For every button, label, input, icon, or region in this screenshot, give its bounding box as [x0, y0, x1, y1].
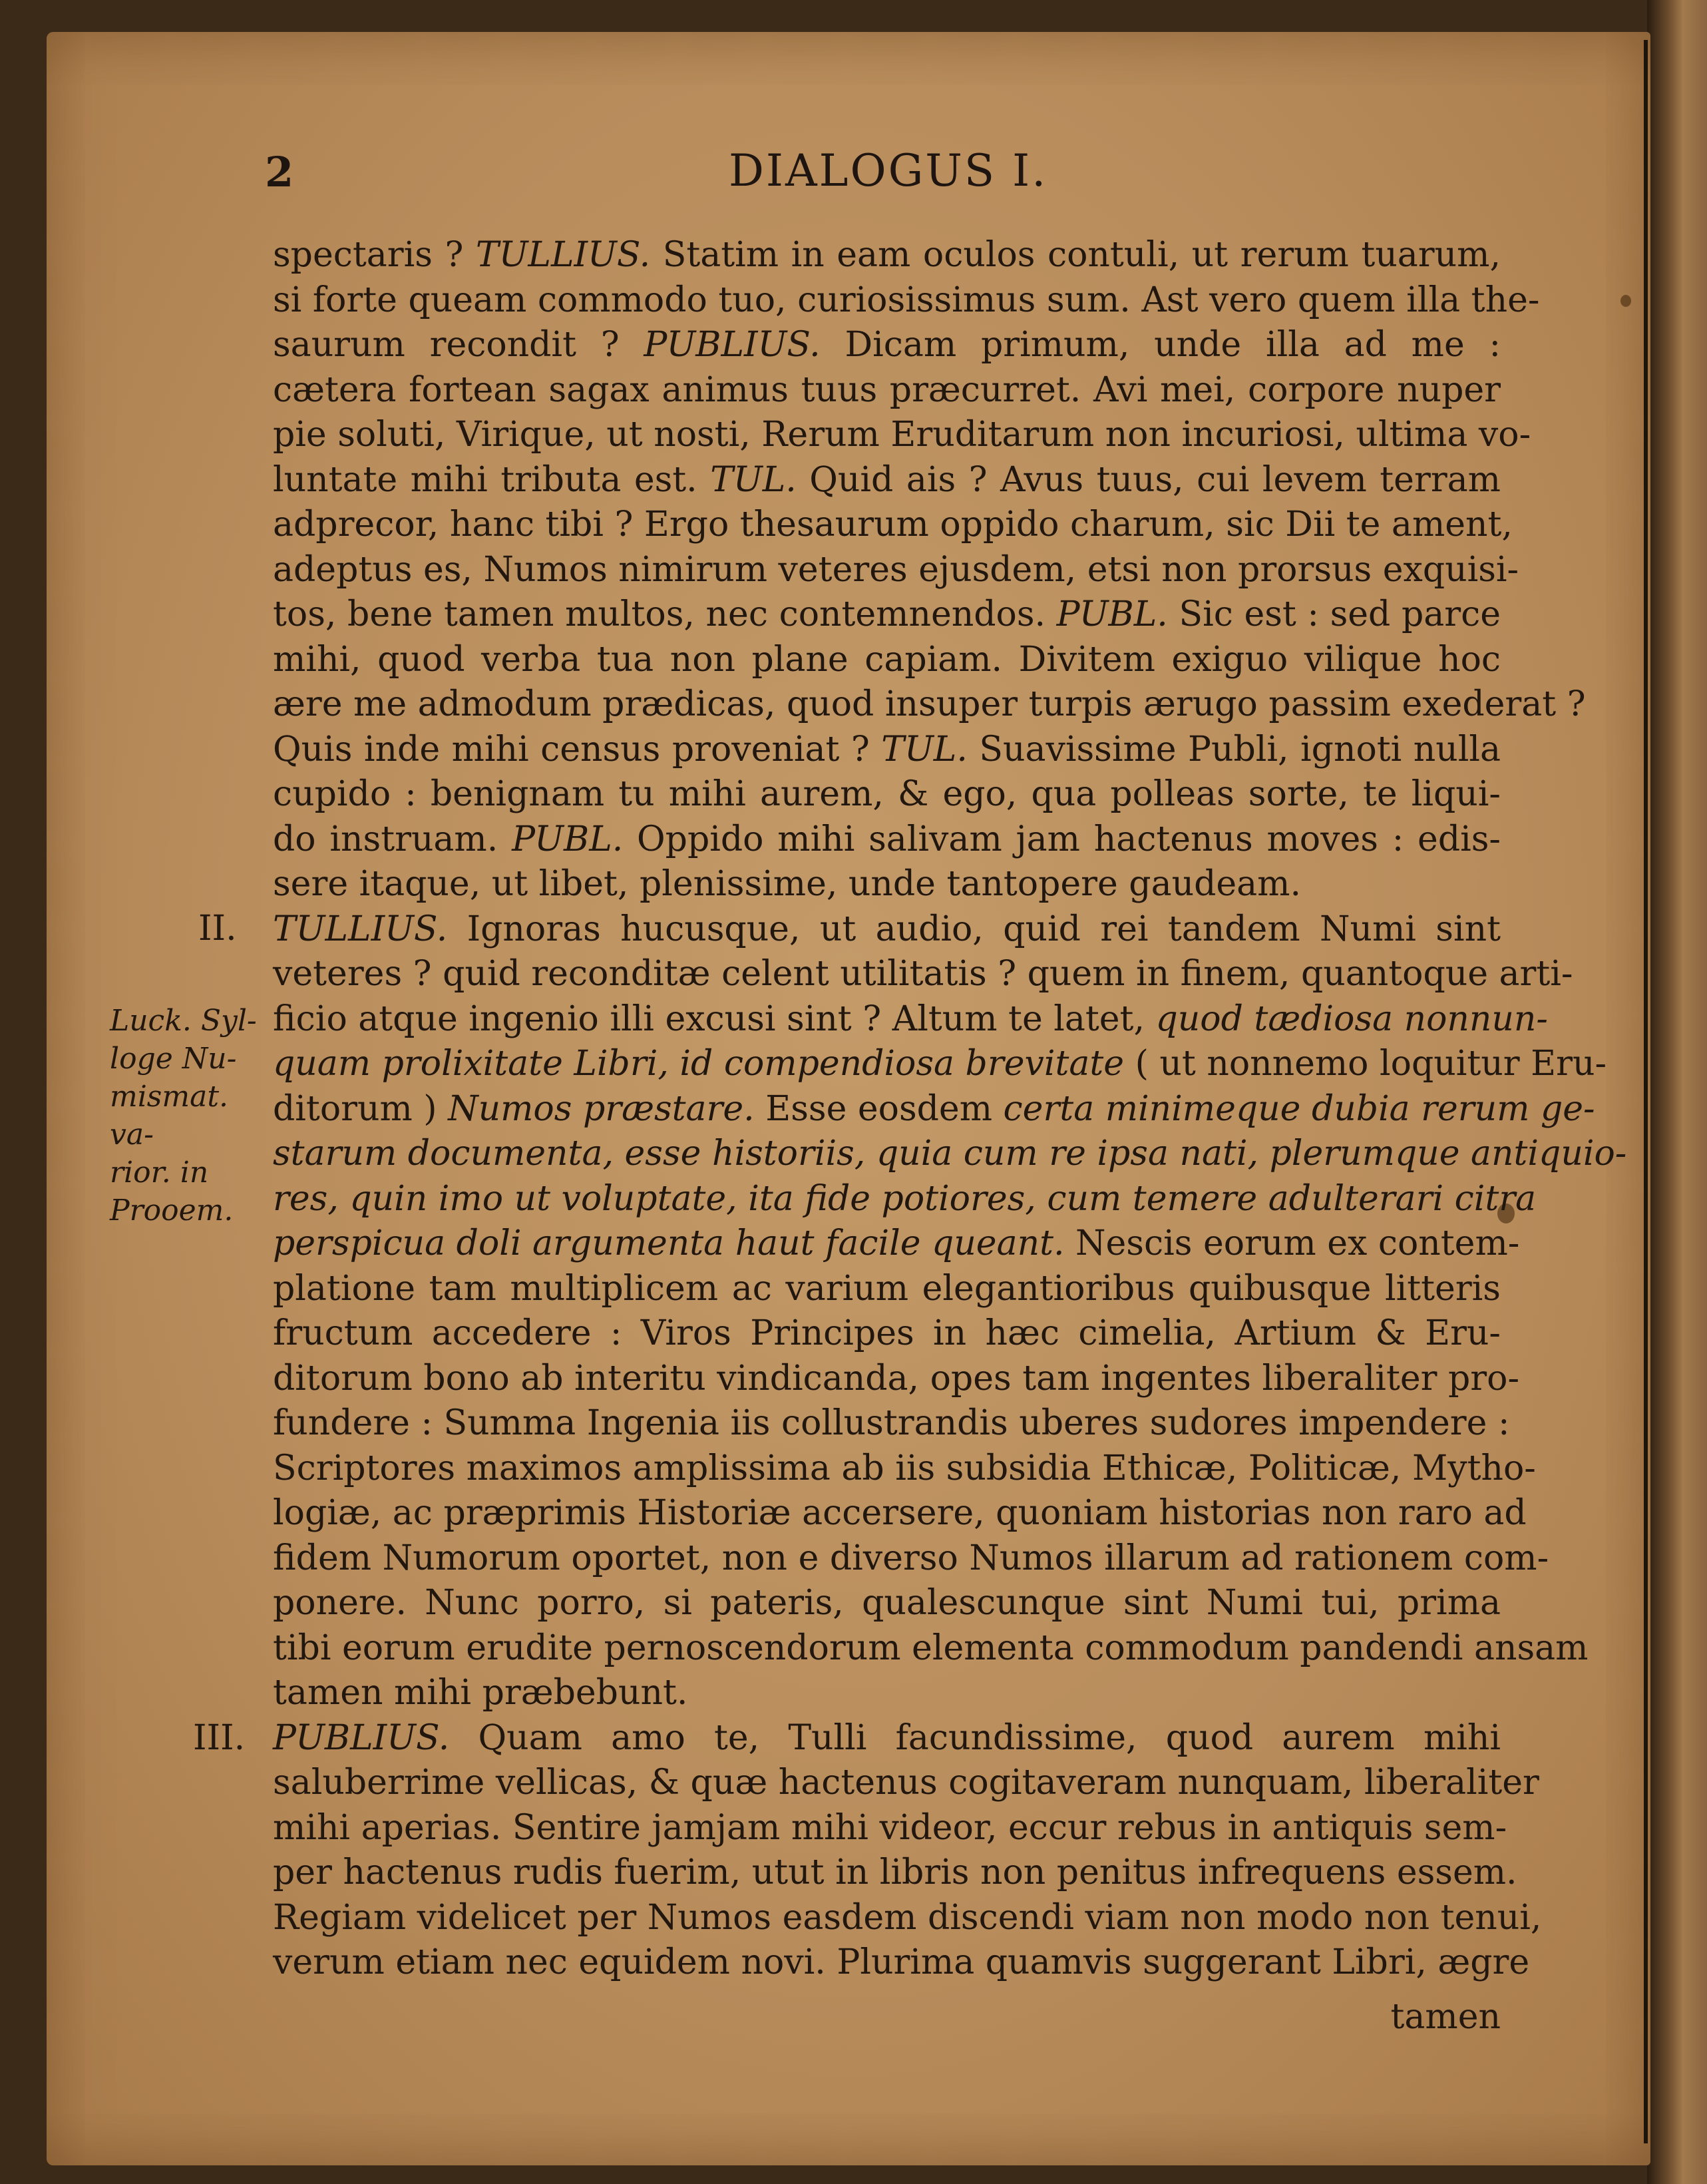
text-line: [273, 1761, 1539, 1806]
text-segment: do instruam.: [273, 819, 512, 859]
text-segment: Scriptores maximos amplissima ab iis subsidia Ethicæ, Politicæ, Mytho-: [273, 1448, 1536, 1488]
text-line: [273, 548, 1519, 593]
text-segment: luntate mihi tributa est.: [273, 459, 711, 500]
text-line: [273, 1491, 1527, 1536]
text-line: [273, 1851, 1517, 1896]
text-line: [273, 413, 1531, 458]
text-line: [273, 1536, 1549, 1582]
book-spine: [1647, 0, 1707, 2184]
text-line: [273, 1806, 1507, 1851]
italic-segment: Numos præstare.: [448, 1088, 755, 1129]
text-line: [273, 638, 1501, 683]
text-line: [273, 233, 1501, 278]
text-segment: Sic est : sed parce: [1167, 594, 1501, 634]
text-line: [273, 1896, 1542, 1941]
text-segment: adeptus es, Numos nimirum veteres ejusdem, etsi non prorsus exquisi-: [273, 549, 1519, 590]
catchword: tamen: [1390, 1997, 1501, 2037]
text-line: [273, 1716, 1501, 1761]
italic-segment: quam prolixitate Libri, id compendiosa brevitate: [273, 1044, 1125, 1084]
text-segment: mihi, quod verba tua non plane capiam. Divitem exiguo vilique hoc: [273, 639, 1501, 680]
running-head: DIALOGUS I.: [729, 145, 1048, 196]
text-segment: mihi aperias. Sentire jamjam mihi videor, eccur rebus in antiquis sem-: [273, 1807, 1507, 1848]
text-segment: fidem Numorum oportet, non e diverso Numos illarum ad rationem com-: [273, 1538, 1549, 1578]
text-segment: pie soluti, Virique, ut nosti, Rerum Eruditarum non incuriosi, ultima vo-: [273, 415, 1531, 455]
italic-segment: certa minimeque dubia rerum ge-: [1003, 1088, 1595, 1129]
text-segment: per hactenus rudis fuerim, utut in libris non penitus infrequens essem.: [273, 1853, 1517, 1892]
text-segment: tibi eorum erudite pernoscendorum elementa commodum pandendi ansam: [273, 1628, 1589, 1668]
margin-note: [110, 1002, 270, 1229]
text-segment: tos, bene tamen multos, nec contemnendos.: [273, 594, 1057, 634]
text-line: [273, 1446, 1536, 1492]
text-line: [273, 323, 1501, 368]
text-segment: Suavissime Publi, ignoti nulla: [967, 729, 1501, 769]
text-segment: cupido : benignam tu mihi aurem, & ego, qua polleas sorte, te liqui-: [273, 774, 1501, 814]
italic-segment: TULLIUS.: [475, 235, 651, 275]
text-line: [273, 458, 1501, 503]
text-segment: ponere. Nunc porro, si pateris, qualescunque sint Numi tui, prima: [273, 1583, 1501, 1623]
italic-segment: TUL.: [710, 459, 797, 500]
text-line: [273, 1581, 1501, 1626]
italic-segment: starum documenta, esse historiis, quia cum re ipsa nati, plerumque antiquio-: [273, 1134, 1627, 1174]
text-segment: si forte queam commodo tuo, curiosissimus sum. Ast vero quem illa the-: [273, 280, 1540, 320]
text-segment: veteres ? quid reconditæ celent utilitatis ? quem in finem, quantoque arti-: [273, 954, 1573, 994]
section-numeral: III.: [193, 1718, 246, 1758]
text-segment: saurum recondit ?: [273, 325, 644, 365]
text-segment: Statim in eam oculos contuli, ut rerum tuarum,: [650, 235, 1501, 275]
italic-segment: perspicua doli argumenta haut facile queant.: [273, 1223, 1065, 1263]
text-line: [273, 1087, 1595, 1132]
text-segment: ditorum bono ab interitu vindicanda, opes tam ingentes liberaliter pro-: [273, 1358, 1520, 1399]
text-line: [273, 503, 1513, 548]
text-line: [273, 1401, 1510, 1446]
text-line: [273, 1042, 1607, 1087]
margin-note-line: loge Nu-: [110, 1042, 237, 1076]
page-edge: [1644, 40, 1648, 2143]
italic-segment: PUBLIUS.: [644, 325, 821, 365]
text-line: [273, 1671, 1501, 1716]
text-line: [273, 817, 1501, 863]
italic-segment: PUBL.: [512, 819, 624, 859]
margin-note-line: mismat. va-: [110, 1080, 228, 1152]
text-segment: verum etiam nec equidem novi. Plurima quamvis suggerant Libri, ægre: [273, 1942, 1530, 1982]
text-line: [273, 278, 1540, 324]
text-segment: Quis inde mihi census proveniat ?: [273, 729, 882, 769]
text-segment: fructum accedere : Viros Principes in hæc cimelia, Artium & Eru-: [273, 1313, 1501, 1353]
text-segment: cætera fortean sagax animus tuus præcurret. Avi mei, corpore nuper: [273, 369, 1501, 410]
text-segment: tamen mihi præbebunt.: [273, 1673, 688, 1713]
text-block: [273, 233, 1627, 1986]
italic-segment: quod tædiosa nonnun-: [1155, 998, 1548, 1039]
text-segment: platione tam multiplicem ac varium elegantioribus quibusque litteris: [273, 1268, 1501, 1309]
page-number: 2: [265, 148, 294, 196]
text-line: [273, 682, 1586, 728]
text-segment: Quid ais ? Avus tuus, cui levem terram: [796, 459, 1501, 500]
italic-segment: TUL.: [881, 729, 968, 769]
text-segment: spectaris ?: [273, 235, 476, 275]
text-segment: fundere : Summa Ingenia iis collustrandis uberes sudores impendere :: [273, 1403, 1510, 1443]
text-segment: saluberrime vellicas, & quæ hactenus cogitaveram nunquam, liberaliter: [273, 1763, 1539, 1803]
text-segment: Oppido mihi salivam jam hactenus moves : edis-: [623, 819, 1501, 859]
text-segment: ditorum ): [273, 1088, 449, 1129]
italic-segment: PUBL.: [1056, 594, 1168, 634]
text-segment: Dicam primum, unde illa ad me :: [820, 325, 1501, 365]
margin-note-line: Prooem.: [110, 1194, 234, 1227]
margin-note-line: rior. in: [110, 1156, 209, 1190]
text-segment: Esse eosdem: [754, 1088, 1004, 1129]
ink-stain: [1620, 295, 1631, 307]
text-segment: Regiam videlicet per Numos easdem discendi viam non modo non tenui,: [273, 1897, 1542, 1938]
text-line: [273, 1177, 1537, 1222]
text-line: [273, 1267, 1501, 1312]
text-line: [273, 1357, 1520, 1402]
text-line: [273, 997, 1548, 1042]
text-segment: ( ut nonnemo loquitur Eru-: [1124, 1044, 1607, 1084]
italic-segment: PUBLIUS.: [273, 1717, 450, 1758]
italic-segment: TULLIUS.: [273, 909, 448, 949]
text-line: [273, 952, 1573, 997]
text-line: [273, 1221, 1520, 1267]
text-line: [273, 728, 1501, 773]
text-line: [273, 1940, 1530, 1986]
text-segment: ære me admodum prædicas, quod insuper turpis ærugo passim exederat ?: [273, 684, 1586, 724]
italic-segment: res, quin imo ut voluptate, ita fide potiores, cum temere adulterari citra: [273, 1178, 1537, 1219]
text-line: [273, 907, 1501, 953]
text-segment: Ignoras hucusque, ut audio, quid rei tandem Numi sint: [447, 909, 1501, 949]
text-line: [273, 862, 1501, 907]
section-numeral: II.: [198, 909, 237, 949]
text-line: [273, 592, 1501, 638]
text-line: [273, 1311, 1501, 1357]
text-line: [273, 772, 1501, 817]
text-line: [273, 1626, 1589, 1671]
text-segment: adprecor, hanc tibi ? Ergo thesaurum oppido charum, sic Dii te ament,: [273, 505, 1513, 545]
margin-note-line: Luck. Syl-: [110, 1004, 257, 1038]
text-segment: Nescis eorum ex contem-: [1064, 1223, 1520, 1263]
text-segment: logiæ, ac præprimis Historiæ accersere, quoniam historias non raro ad: [273, 1493, 1527, 1533]
text-line: [273, 1132, 1627, 1177]
text-segment: Quam amo te, Tulli facundissime, quod aurem mihi: [449, 1717, 1501, 1758]
text-segment: ficio atque ingenio illi excusi sint ? Altum te latet,: [273, 998, 1156, 1039]
text-segment: sere itaque, ut libet, plenissime, unde tantopere gaudeam.: [273, 864, 1301, 904]
text-line: [273, 368, 1501, 413]
